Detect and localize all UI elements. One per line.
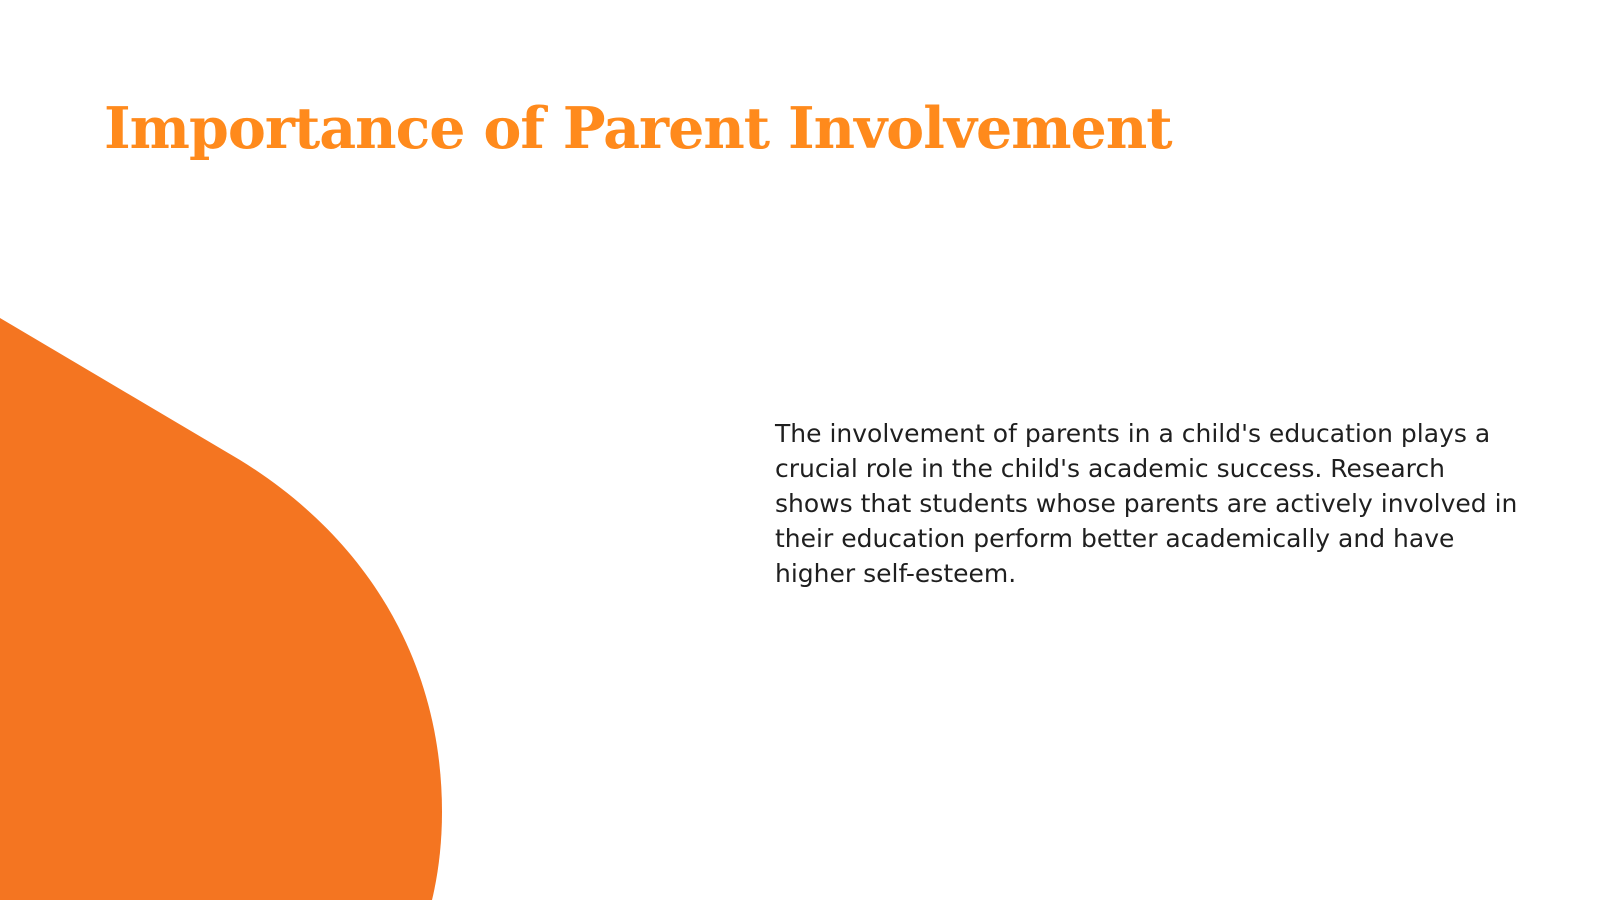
orange-curved-shape [0, 318, 442, 900]
slide-title: Importance of Parent Involvement [104, 95, 1172, 162]
body-paragraph: The involvement of parents in a child's education plays a crucial role in the child's academic success. Research shows that students whose parents are actively involved in their education perform better academically and have higher self-esteem. [775, 419, 1518, 588]
